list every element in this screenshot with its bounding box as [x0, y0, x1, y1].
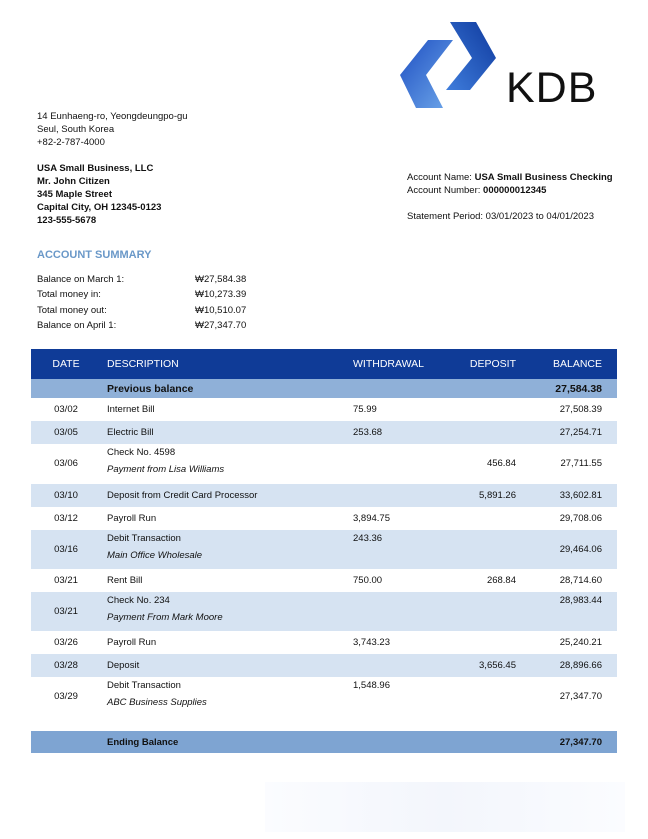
- cell-description: Debit Transaction: [107, 533, 181, 544]
- summary-label: Total money in:: [37, 289, 101, 301]
- ending-balance-value: 27,347.70: [559, 737, 602, 748]
- previous-balance-value: 27,584.38: [555, 383, 602, 395]
- statement-period: Statement Period: 03/01/2023 to 04/01/2023: [407, 211, 594, 222]
- account-number: 000000012345: [483, 184, 547, 196]
- customer-street: 345 Maple Street: [37, 189, 112, 200]
- ending-balance-row: [31, 731, 617, 753]
- kdb-logo-mark-icon: [398, 20, 508, 112]
- table-row: [31, 677, 617, 716]
- header-date: DATE: [52, 358, 80, 370]
- cell-description-sub: Main Office Wholesale: [107, 550, 203, 561]
- customer-name: Mr. John Citizen: [37, 176, 110, 187]
- summary-value: ₩10,510.07: [195, 304, 247, 316]
- transaction-rows: [31, 398, 617, 716]
- cell-balance: 25,240.21: [559, 637, 602, 648]
- cell-balance: 28,896.66: [559, 660, 602, 671]
- bank-address-line: Seul, South Korea: [37, 124, 115, 135]
- logo-wordmark: KDB: [506, 64, 598, 112]
- account-info: [407, 172, 613, 197]
- scan-artifact: [265, 782, 625, 832]
- cell-description: Debit Transaction: [107, 680, 181, 691]
- cell-description: Rent Bill: [107, 575, 143, 586]
- summary-value: ₩10,273.39: [195, 289, 247, 301]
- cell-date: 03/29: [54, 690, 78, 702]
- account-name: USA Small Business Checking: [474, 172, 613, 183]
- cell-description: Payroll Run: [107, 637, 157, 648]
- table-header: [31, 349, 617, 379]
- customer-phone: 123-555-5678: [37, 215, 97, 226]
- header-description: DESCRIPTION: [107, 358, 179, 370]
- cell-deposit: 268.84: [486, 575, 516, 586]
- cell-withdrawal: 75.99: [353, 404, 377, 415]
- cell-balance: 27,508.39: [559, 404, 602, 415]
- cell-withdrawal: 1,548.96: [353, 680, 390, 691]
- cell-date: 03/02: [54, 404, 78, 415]
- account-number-label: Account Number:: [407, 184, 481, 196]
- cell-date: 03/21: [54, 605, 78, 617]
- bank-address-line: 14 Eunhaeng-ro, Yeongdeungpo-gu: [37, 111, 188, 122]
- cell-withdrawal: 750.00: [353, 575, 383, 586]
- summary-value: ₩27,584.38: [195, 274, 247, 285]
- bank-address: [37, 110, 188, 149]
- transactions-table: [31, 349, 617, 753]
- cell-withdrawal: 3,743.23: [353, 637, 390, 648]
- cell-withdrawal: 253.68: [353, 427, 383, 438]
- account-name-label: Account Name:: [407, 172, 472, 183]
- account-summary: [37, 274, 257, 335]
- header-withdrawal: WITHDRAWAL: [353, 358, 424, 370]
- table-row: [31, 631, 617, 654]
- header-balance: BALANCE: [552, 358, 602, 370]
- cell-description: Check No. 234: [107, 595, 170, 606]
- cell-balance: 29,708.06: [559, 513, 602, 524]
- cell-description: Deposit: [107, 660, 140, 671]
- table-row: [31, 654, 617, 677]
- table-spacer: [31, 716, 617, 731]
- previous-balance-label: Previous balance: [107, 383, 194, 395]
- cell-date: 03/26: [54, 637, 78, 648]
- cell-withdrawal: 3,894.75: [353, 513, 390, 524]
- cell-date: 03/06: [54, 458, 78, 469]
- table-row: [31, 444, 617, 484]
- cell-date: 03/10: [54, 490, 78, 501]
- cell-deposit: 3,656.45: [479, 660, 516, 671]
- cell-description: Internet Bill: [107, 404, 155, 415]
- cell-description-sub: Payment from Lisa Williams: [107, 464, 225, 475]
- cell-balance: 27,711.55: [560, 458, 602, 469]
- table-row: [31, 484, 617, 507]
- cell-date: 03/16: [54, 543, 78, 555]
- cell-withdrawal: 243.36: [353, 533, 383, 544]
- summary-row: [37, 320, 257, 335]
- cell-description-sub: Payment From Mark Moore: [107, 612, 223, 623]
- cell-date: 03/28: [54, 660, 78, 671]
- cell-balance: 33,602.81: [559, 490, 602, 501]
- ending-balance-label: Ending Balance: [107, 737, 179, 748]
- cell-description: Payroll Run: [107, 513, 157, 524]
- table-row: [31, 507, 617, 530]
- summary-title: ACCOUNT SUMMARY: [37, 249, 152, 261]
- cell-date: 03/21: [54, 575, 78, 586]
- summary-value: ₩27,347.70: [195, 319, 247, 331]
- cell-date: 03/12: [54, 513, 78, 524]
- table-row: [31, 592, 617, 631]
- summary-row: [37, 274, 257, 289]
- cell-balance: 28,714.60: [559, 575, 602, 586]
- table-row: [31, 530, 617, 569]
- table-row: [31, 569, 617, 592]
- header-deposit: DEPOSIT: [469, 358, 516, 370]
- previous-balance-row: [31, 379, 617, 398]
- cell-deposit: 5,891.26: [479, 490, 516, 501]
- cell-balance: 27,347.70: [559, 690, 602, 702]
- summary-row: [37, 305, 257, 320]
- cell-date: 03/05: [54, 427, 78, 438]
- cell-description: Deposit from Credit Card Processor: [107, 490, 258, 501]
- cell-balance: 29,464.06: [559, 543, 602, 555]
- customer-company: USA Small Business, LLC: [37, 163, 154, 174]
- summary-label: Total money out:: [37, 304, 107, 316]
- cell-balance: 27,254.71: [559, 427, 602, 438]
- customer-block: [37, 162, 161, 227]
- kdb-logo: [398, 20, 612, 112]
- cell-description: Electric Bill: [107, 427, 154, 438]
- summary-label: Balance on March 1:: [37, 274, 125, 285]
- cell-description: Check No. 4598: [107, 447, 176, 458]
- customer-city: Capital City, OH 12345-0123: [37, 202, 162, 213]
- summary-label: Balance on April 1:: [37, 319, 117, 331]
- table-row: [31, 421, 617, 444]
- cell-deposit: 456.84: [486, 458, 516, 469]
- summary-row: [37, 289, 257, 304]
- cell-description-sub: ABC Business Supplies: [107, 697, 207, 708]
- cell-balance: 28,983.44: [559, 595, 602, 606]
- bank-phone: +82-2-787-4000: [37, 137, 105, 148]
- table-row: [31, 398, 617, 421]
